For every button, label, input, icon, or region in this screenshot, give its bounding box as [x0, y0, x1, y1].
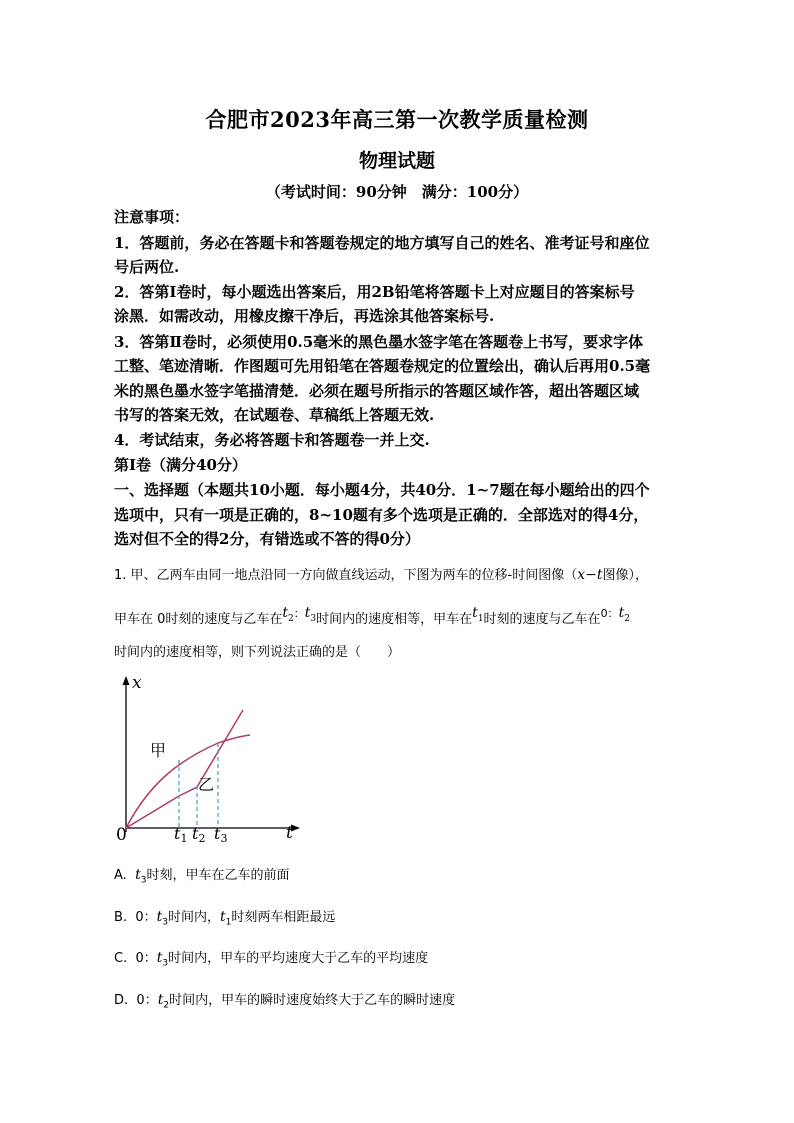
section-instruction: 一、选择题（本题共10小题．每小题4分，共40分．1~7题在每小题给出的四个	[114, 481, 650, 499]
option-c: C. 0：$t_3$时间内，甲车的平均速度大于乙车的平均速度	[114, 950, 429, 969]
y-axis-label: x	[132, 673, 142, 693]
exam-info: （考试时间：90分钟 满分：100分）	[265, 183, 529, 201]
curve-yi	[126, 710, 243, 828]
option-d: D. 0：$t_2$时间内，甲车的瞬时速度始终大于乙车的瞬时速度	[114, 992, 456, 1011]
question-1-line-2: 甲车在 0时刻的速度与乙车在$t_2^:t_3$时间内的速度相等，甲车在$t_1$时刻的速度与乙车在$^{0:}t_2$	[114, 605, 630, 627]
option-a: A. $t_3$时刻，甲车在乙车的前面	[114, 867, 290, 886]
exam-subject: 物理试题	[358, 150, 435, 172]
question-1-line-3: 时间内的速度相等，则下列说法正确的是（ ）	[114, 645, 401, 660]
label-jia: 甲	[150, 741, 167, 760]
notice-line: 3．答第Ⅱ卷时，必须使用0.5毫米的黑色墨水签字笔在答题卷上书写，要求字体	[114, 333, 644, 351]
exam-title: 合肥市2023年高三第一次教学质量检测	[205, 107, 589, 132]
option-b: B. 0：$t_3$时间内，$t_1$时刻两车相距最远	[114, 909, 336, 928]
section-instruction: 选项中，只有一项是正确的，8~10题有多个选项是正确的．全部选对的得4分，	[114, 506, 649, 524]
origin-label: 0	[116, 825, 127, 845]
curve-jia	[126, 735, 250, 828]
notice-line: 工整、笔迹清晰．作图题可先用铅笔在答题卷规定的位置绘出，确认后再用0.5毫	[114, 357, 651, 375]
notice-line: 1．答题前，务必在答题卡和答题卷规定的地方填写自己的姓名、准考证号和座位	[114, 234, 650, 252]
section-instruction: 选对但不全的得2分，有错选或不答的得0分）	[114, 530, 420, 548]
notice-line: 号后两位.	[114, 258, 180, 276]
question-1-line-1: 1. 甲、乙两车由同一地点沿同一方向做直线运动，下图为两车的位移-时间图像（x−t图像），	[114, 567, 649, 583]
notice-line: 4．考试结束，务必将答题卡和答题卷一并上交.	[114, 431, 430, 449]
tick-t2: t2	[192, 824, 206, 845]
notice-line: 书写的答案无效，在试题卷、草稿纸上答题无效.	[114, 406, 435, 424]
y-axis-arrow	[123, 676, 130, 685]
notice-heading: 注意事项：	[114, 208, 190, 226]
notice-line: 2．答第Ⅰ卷时，每小题选出答案后，用2B铅笔将答题卡上对应题目的答案标号	[114, 283, 635, 301]
x-axis-label: t	[286, 823, 293, 843]
tick-t1: t1	[174, 824, 188, 845]
label-yi: 乙	[198, 775, 215, 794]
volume-heading: 第Ⅰ卷（满分40分）	[114, 456, 247, 474]
tick-t3: t3	[214, 824, 228, 845]
xt-graph	[110, 672, 310, 847]
notice-line: 涂黑．如需改动，用橡皮擦干净后，再选涂其他答案标号.	[114, 307, 495, 325]
notice-line: 米的黑色墨水签字笔描清楚．必须在题号所指示的答题区域作答，超出答题区域	[114, 382, 640, 400]
